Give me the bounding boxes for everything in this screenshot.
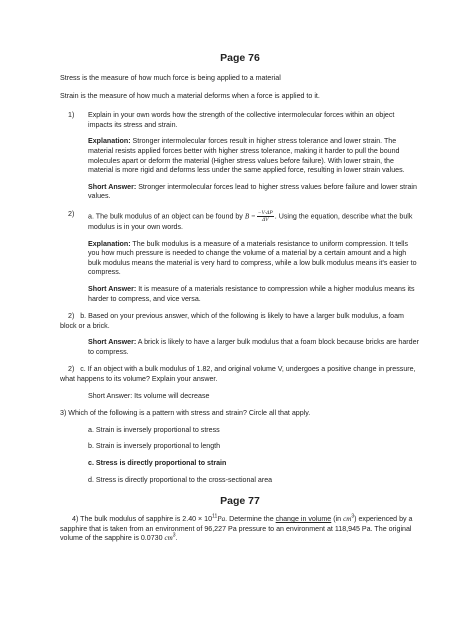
exponent-11: 11 xyxy=(212,513,218,520)
strain-definition: Strain is the measure of how much a material deforms when a force is applied to it. xyxy=(60,91,320,100)
explanation-text: Stronger intermolecular forces result in higher stress tolerance and lower strain. The material resists applied forces better with higher stress tolerance, making it harder to pull the bound molecules apart or deform the material (Higher stress values before failure). With lower strain, the material is more rigid and deforms less under the same applied force, resulting in lower strain values. xyxy=(88,137,405,175)
unit-cm: cm xyxy=(343,515,352,524)
question-4-part1: 4) The bulk modulus of sapphire is 2.40 × 10 xyxy=(72,515,213,524)
question-2c-short-answer: Short Answer: Its volume will decrease xyxy=(88,391,210,400)
question-2b-text: b. Based on your previous answer, which of the following is likely to have a larger bulk modulus, a foam block or a brick. xyxy=(60,312,404,330)
fraction-numerator: −V·ΔP xyxy=(257,209,273,216)
question-2b xyxy=(60,312,420,331)
question-1-explanation xyxy=(60,137,420,175)
explanation-label: Explanation: xyxy=(88,137,131,146)
question-2a-number: 2) xyxy=(68,209,75,218)
bulk-modulus-symbol: B = xyxy=(244,212,256,221)
question-2a xyxy=(60,210,420,233)
question-4-part5: . xyxy=(175,534,178,543)
option-d: d. Stress is directly proportional to the cross-sectional area xyxy=(88,475,273,484)
bulk-modulus-fraction xyxy=(257,210,274,223)
question-1 xyxy=(60,111,420,130)
exponent-3: 3 xyxy=(351,513,355,520)
unit-cm-volume: cm xyxy=(164,534,173,543)
question-2b-short-answer xyxy=(60,338,420,357)
question-2a-short-answer xyxy=(60,285,420,304)
question-2a-explanation xyxy=(60,240,420,278)
option-c: c. Stress is directly proportional to strain xyxy=(88,459,227,468)
question-2c-text: c. If an object with a bulk modulus of 1.82, and original volume V, undergoes a positive change in pressure, what happens to its volume? Explain your answer. xyxy=(60,365,416,384)
short-answer-text: A brick is likely to have a larger bulk modulus that a foam block because bricks are harder to compress. xyxy=(88,338,419,356)
question-4-part3: (in xyxy=(331,515,344,524)
fraction-denominator: ΔV xyxy=(261,216,269,223)
page-heading-77: Page 77 xyxy=(220,495,260,508)
option-a: a. Strain is inversely proportional to stress xyxy=(88,425,220,434)
stress-definition: Stress is the measure of how much force is being applied to a material xyxy=(60,74,281,82)
question-1-text: Explain in your own words how the strength of the collective intermolecular forces within an object impacts its stress and strain. xyxy=(88,111,395,129)
short-answer-label: Short Answer: xyxy=(88,182,137,191)
question-1-number: 1) xyxy=(68,111,75,120)
short-answer-label: Short Answer: xyxy=(88,284,137,293)
change-in-volume-underlined: change in volume xyxy=(275,515,332,524)
unit-pa: Pa xyxy=(217,515,226,524)
question-4 xyxy=(60,515,420,544)
page-heading-76: Page 76 xyxy=(220,52,260,64)
short-answer-text: Stronger intermolecular forces lead to higher stress values before failure and lower strain values. xyxy=(88,182,417,201)
question-4-part4: ) experienced by a sapphire that is taken from an environment of 96,227 Pa pressure to an environment at 118,945 Pa. The original volume of the sapphire is 0.0730 xyxy=(60,515,413,543)
question-2c-number: 2) xyxy=(68,365,75,374)
short-answer-label: Short Answer: xyxy=(88,338,137,347)
question-2b-number: 2) xyxy=(68,312,75,321)
question-4-part2: . Determine the xyxy=(225,515,276,524)
exponent-3-volume: 3 xyxy=(172,533,176,540)
explanation-label: Explanation: xyxy=(88,239,131,248)
option-b: b. Strain is inversely proportional to length xyxy=(88,442,221,451)
short-answer-text: It is measure of a materials resistance to compression while a higher modulus means its harder to compress, and vice versa. xyxy=(88,284,415,303)
question-2c xyxy=(60,365,420,384)
explanation-text: The bulk modulus is a measure of a materials resistance to uniform compression. It tells you how much pressure is needed to change the volume of a material by a certain amount and a high bulk modulus means the material is very hard to compress, while a low bulk modulus means it's easier to compress. xyxy=(88,239,417,277)
question-1-short-answer xyxy=(60,183,420,202)
question-3: 3) Which of the following is a pattern with stress and strain? Circle all that apply. xyxy=(60,409,311,418)
question-2a-text-after: . Using the equation, describe what the bulk modulus is in your own words. xyxy=(88,212,413,231)
question-2a-text-before: a. The bulk modulus of an object can be found by xyxy=(88,212,245,221)
